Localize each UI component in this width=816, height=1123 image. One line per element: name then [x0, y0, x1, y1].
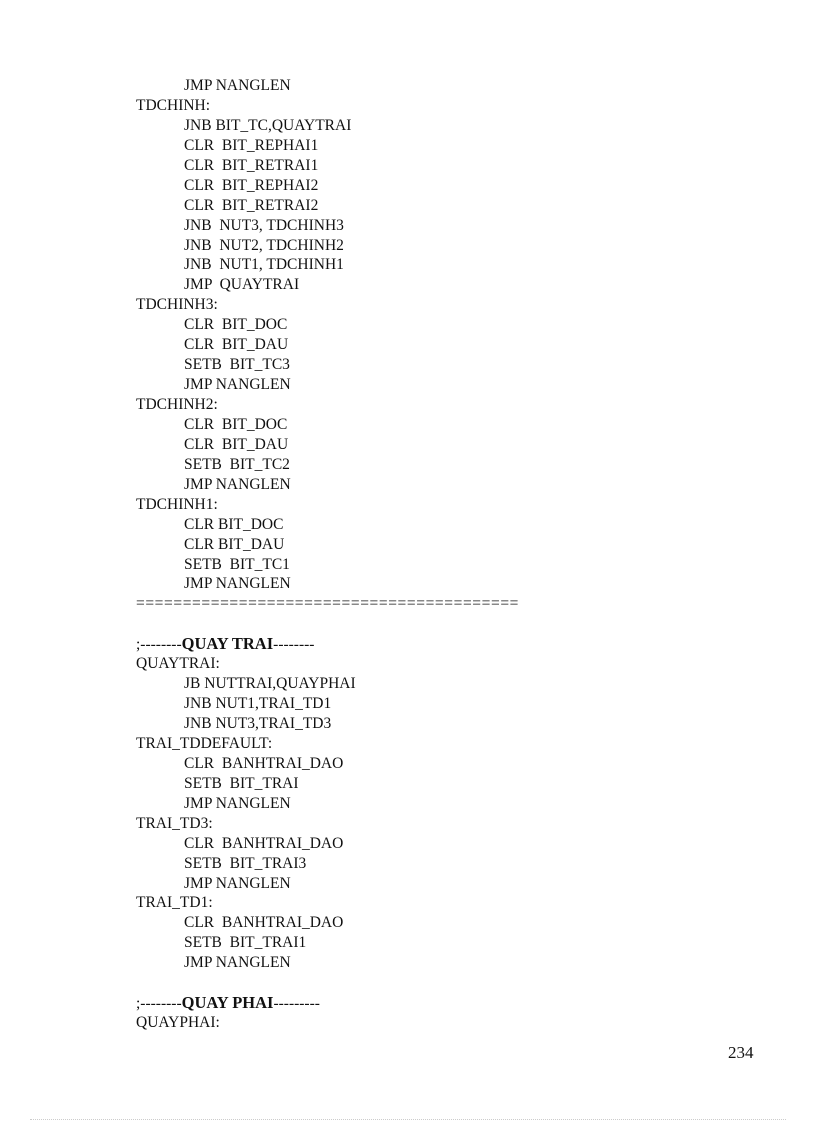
page-number: 234	[728, 1043, 754, 1062]
code-instruction: CLR BIT_REPHAI1	[184, 136, 319, 154]
code-instruction: SETB BIT_TC2	[184, 455, 290, 473]
code-instruction: CLR BIT_DAU	[184, 435, 289, 453]
code-instruction: SETB BIT_TRAI1	[184, 934, 307, 952]
section-comment	[136, 993, 776, 1013]
code-instruction: CLR BIT_DAU	[184, 336, 289, 354]
code-instruction: CLR BIT_RETRAI2	[184, 196, 319, 214]
code-instruction: JNB NUT3, TDCHINH3	[184, 216, 344, 234]
code-instruction: JMP NANGLEN	[184, 794, 291, 812]
code-listing	[136, 76, 776, 1033]
code-instruction: CLR BIT_DOC	[184, 415, 288, 433]
code-instruction: JNB NUT1, TDCHINH1	[184, 256, 344, 274]
code-instruction: SETB BIT_TRAI3	[184, 854, 307, 872]
code-instruction: JMP NANGLEN	[184, 575, 291, 593]
code-instruction: CLR BIT_DOC	[184, 316, 288, 334]
code-label: QUAYTRAI:	[136, 655, 220, 673]
code-instruction: JMP QUAYTRAI	[184, 276, 300, 294]
code-label: TDCHINH:	[136, 96, 211, 114]
code-instruction: CLR BIT_REPHAI2	[184, 176, 319, 194]
comment-suffix: --------	[273, 636, 315, 654]
code-instruction: SETB BIT_TC1	[184, 555, 290, 573]
code-label: TRAI_TD3:	[136, 814, 213, 832]
code-instruction: CLR BIT_DAU	[184, 535, 285, 553]
code-instruction: CLR BIT_RETRAI1	[184, 156, 319, 174]
blank-line	[136, 614, 776, 634]
code-instruction: JNB BIT_TC,QUAYTRAI	[184, 116, 352, 134]
code-label: TRAI_TD1:	[136, 894, 213, 912]
section-title: QUAY PHAI	[181, 993, 274, 1013]
code-instruction: JNB NUT1,TRAI_TD1	[184, 695, 332, 713]
code-instruction: CLR BANHTRAI_DAO	[184, 754, 344, 772]
comment-prefix: ;--------	[136, 995, 182, 1013]
blank-line	[136, 973, 776, 993]
code-label: TDCHINH3:	[136, 296, 218, 314]
code-instruction: CLR BANHTRAI_DAO	[184, 834, 344, 852]
code-instruction: SETB BIT_TC3	[184, 356, 290, 374]
code-instruction: JMP NANGLEN	[184, 874, 291, 892]
code-instruction: JNB NUT2, TDCHINH2	[184, 236, 344, 254]
code-instruction: JMP NANGLEN	[184, 77, 291, 94]
code-instruction: JMP NANGLEN	[184, 376, 291, 394]
separator-line: =========================================	[136, 595, 519, 613]
code-instruction: SETB BIT_TRAI	[184, 774, 299, 792]
code-instruction: CLR BIT_DOC	[184, 515, 284, 533]
code-instruction: JMP NANGLEN	[184, 475, 291, 493]
code-label: TDCHINH1:	[136, 495, 218, 513]
code-label: TRAI_TDDEFAULT:	[136, 734, 273, 752]
code-label: QUAYPHAI:	[136, 1014, 220, 1032]
section-comment	[136, 634, 776, 654]
comment-suffix: ---------	[273, 995, 320, 1013]
bottom-divider	[30, 1119, 786, 1120]
section-title: QUAY TRAI	[181, 634, 274, 654]
code-label: TDCHINH2:	[136, 396, 218, 413]
code-instruction: CLR BANHTRAI_DAO	[184, 914, 344, 932]
code-instruction: JB NUTTRAI,QUAYPHAI	[184, 675, 356, 693]
code-instruction: JNB NUT3,TRAI_TD3	[184, 715, 332, 732]
comment-prefix: ;--------	[136, 636, 182, 654]
code-instruction: JMP NANGLEN	[184, 954, 291, 972]
